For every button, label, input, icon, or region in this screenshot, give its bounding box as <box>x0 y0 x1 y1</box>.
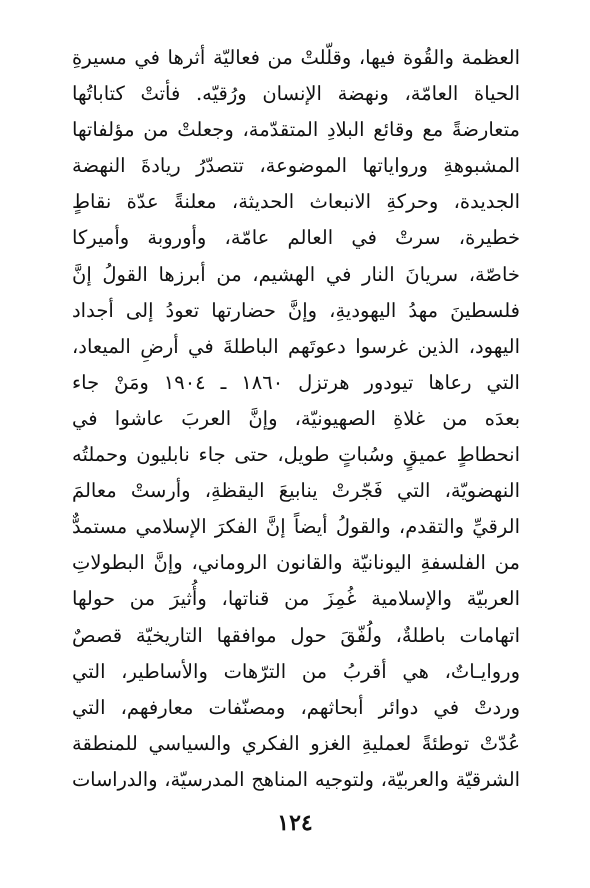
text-line: الحياة العامّة، ونهضة الإنسان ورُقيّه. فأتتْ كتاباتُها <box>72 82 520 106</box>
text-line: خطيرة، سرتْ في العالم عامّة، وأوروبة وأميركا <box>72 226 520 250</box>
text-line: اليهود، الذين غرسوا دعوتَهم الباطلةَ في أرضِ الميعاد، <box>72 334 520 358</box>
text-line: فلسطينَ مهدُ اليهوديةِ، وإنَّ حضارتها تعودُ إلى أجداد <box>72 298 520 322</box>
text-line: وروايـاتٌ، هي أقربُ من الترّهات والأساطير، التي <box>72 659 520 683</box>
text-line: الجديدة، وحركةِ الانبعاث الحديثة، معلنةً عدّة نقاطٍ <box>72 190 520 214</box>
text-line: متعارضةً مع وقائع البلادِ المتقدّمة، وجعلتْ من مؤلفاتها <box>72 118 520 142</box>
text-line: النهضويّة، التي فَجّرتْ ينابيعَ اليقظةِ، وأرستْ معالمَ <box>72 479 520 503</box>
page-number: ١٢٤ <box>277 810 313 836</box>
text-line: انحطاطٍ عميقٍ وسُباتٍ طويل، حتى جاء نابليون وحملتُه <box>72 443 520 467</box>
text-line: المشبوهةِ ورواياتها الموضوعة، تتصدّرُ ريادةَ النهضة <box>72 154 520 178</box>
text-line: اتهامات باطلةٌ، ولُفّقَ حول موافقها التاريخيّة قصصٌ <box>72 623 520 647</box>
text-line: بعدَه من غلاةِ الصهيونيّة، وإنَّ العربَ عاشوا في <box>72 406 520 430</box>
text-line: العظمة والقُوة فيها، وقلّلتْ من فعاليّة أثرها في مسيرةِ <box>72 46 520 69</box>
text-line: خاصّة، سريانَ النار في الهشيم، من أبرزها القولُ إنَّ <box>72 262 520 286</box>
text-line: التي رعاها تيودور هرتزل ١٨٦٠ ـ ١٩٠٤ ومَنْ جاء <box>72 370 520 394</box>
text-line: وردتْ في دوائر أبحاثهم، ومصنّفات معارفهم، التي <box>72 695 520 719</box>
text-line: الشرقيّة والعربيّة، ولتوجيه المناهج المدرسيّة، والدراسات <box>72 767 520 791</box>
text-line: العربيّة والإسلامية غُمِزَ من قناتها، وأُثيرَ من حولها <box>72 587 520 611</box>
text-line: عُدّتْ توطئةً لعمليةِ الغزو الفكري والسياسي للمنطقة <box>72 731 520 755</box>
text-line: من الفلسفةِ اليونانيّة والقانون الروماني، وإنَّ البطولاتِ <box>72 551 520 575</box>
body-text <box>72 40 520 798</box>
text-line: الرقيِّ والتقدم، والقولُ أيضاً إنَّ الفكرَ الإسلامي مستمدٌّ <box>72 515 520 539</box>
